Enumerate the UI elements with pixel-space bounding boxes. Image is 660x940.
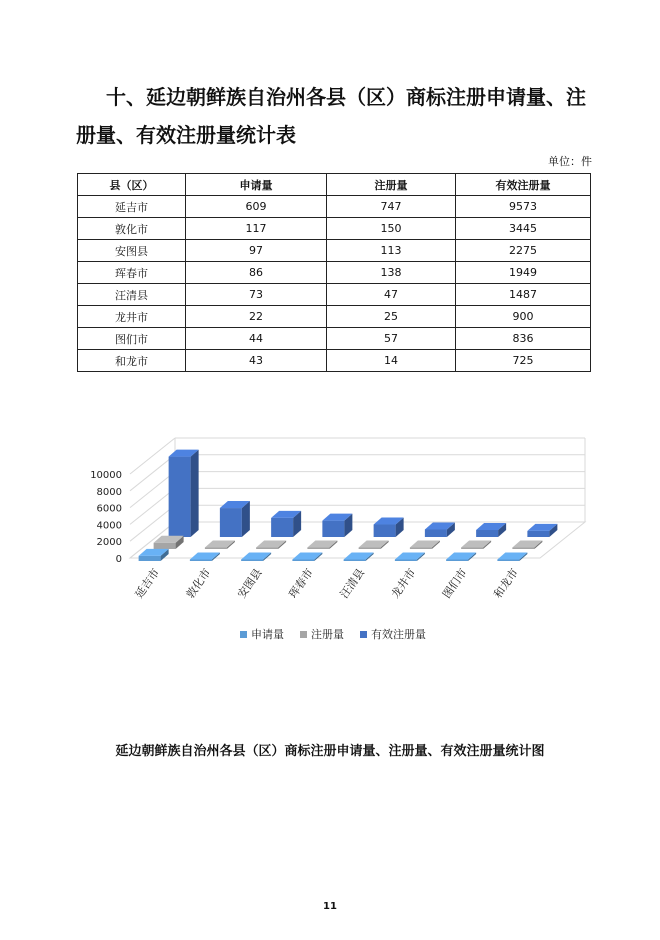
cell-valid-registrations: 2275 bbox=[456, 240, 591, 262]
cell-applications: 609 bbox=[186, 196, 327, 218]
cell-registrations: 138 bbox=[327, 262, 456, 284]
unit-label: 单位：件 bbox=[548, 155, 592, 168]
bar-申请量-珲春市 bbox=[292, 553, 322, 562]
gridline-side bbox=[130, 488, 175, 524]
bar-top bbox=[410, 541, 440, 548]
x-tick-label: 珲春市 bbox=[286, 566, 316, 601]
legend-swatch bbox=[360, 631, 367, 638]
cell-county: 汪清县 bbox=[78, 284, 186, 306]
bar-注册量-汪清县 bbox=[359, 541, 389, 550]
table-row bbox=[78, 196, 591, 218]
page-number: 11 bbox=[323, 901, 337, 912]
cell-county: 图们市 bbox=[78, 328, 186, 350]
table-row bbox=[78, 350, 591, 372]
bar-front bbox=[190, 560, 212, 562]
x-tick-label: 敦化市 bbox=[183, 566, 214, 601]
bar-front bbox=[395, 560, 417, 562]
cell-applications: 44 bbox=[186, 328, 327, 350]
table-row bbox=[78, 328, 591, 350]
bar-front bbox=[497, 560, 519, 562]
bar-front bbox=[344, 560, 366, 562]
title-line-1: 十、延边朝鲜族自治州各县（区）商标注册申请量、注 bbox=[106, 85, 586, 109]
y-tick-label: 6000 bbox=[96, 503, 122, 515]
bar-front bbox=[425, 529, 447, 537]
cell-registrations: 14 bbox=[327, 350, 456, 372]
cell-registrations: 747 bbox=[327, 196, 456, 218]
table-row bbox=[78, 218, 591, 240]
cell-applications: 86 bbox=[186, 262, 327, 284]
cell-applications: 22 bbox=[186, 306, 327, 328]
x-tick-label: 龙井市 bbox=[388, 566, 419, 601]
x-tick-label: 安图县 bbox=[235, 566, 265, 601]
cell-registrations: 25 bbox=[327, 306, 456, 328]
cell-valid-registrations: 1949 bbox=[456, 262, 591, 284]
bar-有效注册量-延吉市 bbox=[169, 450, 199, 537]
cell-county: 延吉市 bbox=[78, 196, 186, 218]
y-tick-label: 8000 bbox=[96, 486, 122, 498]
cell-registrations: 57 bbox=[327, 328, 456, 350]
bar-有效注册量-珲春市 bbox=[322, 514, 352, 537]
cell-valid-registrations: 836 bbox=[456, 328, 591, 350]
cell-registrations: 47 bbox=[327, 284, 456, 306]
y-tick-label: 4000 bbox=[96, 520, 122, 532]
bar-注册量-和龙市 bbox=[512, 541, 542, 550]
bar-front bbox=[205, 548, 227, 550]
x-tick-label: 图们市 bbox=[440, 566, 470, 601]
bar-申请量-和龙市 bbox=[497, 553, 527, 562]
bar-有效注册量-图们市 bbox=[476, 523, 506, 537]
bar-side bbox=[191, 450, 199, 537]
cell-valid-registrations: 9573 bbox=[456, 196, 591, 218]
gridline-side bbox=[130, 455, 175, 491]
cell-valid-registrations: 1487 bbox=[456, 284, 591, 306]
cell-valid-registrations: 725 bbox=[456, 350, 591, 372]
legend-swatch bbox=[300, 631, 307, 638]
cell-applications: 43 bbox=[186, 350, 327, 372]
bar-front bbox=[241, 560, 263, 562]
bar-front bbox=[292, 560, 314, 562]
bar-注册量-龙井市 bbox=[410, 541, 440, 550]
cell-county: 珲春市 bbox=[78, 262, 186, 284]
bar-有效注册量-汪清县 bbox=[374, 518, 404, 537]
bar-申请量-敦化市 bbox=[190, 553, 220, 562]
bar-有效注册量-敦化市 bbox=[220, 501, 250, 537]
bar-front bbox=[446, 560, 468, 562]
cell-valid-registrations: 900 bbox=[456, 306, 591, 328]
bar-front bbox=[169, 457, 191, 537]
bar-申请量-龙井市 bbox=[395, 553, 425, 562]
bar-申请量-图们市 bbox=[446, 553, 476, 562]
cell-registrations: 150 bbox=[327, 218, 456, 240]
statistics-table bbox=[77, 173, 591, 372]
bar-front bbox=[527, 531, 549, 537]
trademark-3d-bar-chart bbox=[80, 420, 600, 660]
bar-申请量-安图县 bbox=[241, 553, 271, 562]
bar-top bbox=[359, 541, 389, 548]
page-title bbox=[76, 78, 596, 154]
legend-label: 注册量 bbox=[311, 628, 344, 641]
bar-注册量-敦化市 bbox=[205, 541, 235, 550]
bar-top bbox=[461, 541, 491, 548]
bar-注册量-图们市 bbox=[461, 541, 491, 550]
cell-county: 敦化市 bbox=[78, 218, 186, 240]
bar-注册量-安图县 bbox=[256, 541, 286, 550]
header-applications: 申请量 bbox=[186, 174, 327, 196]
bar-front bbox=[154, 543, 176, 549]
bar-注册量-延吉市 bbox=[154, 536, 184, 549]
cell-valid-registrations: 3445 bbox=[456, 218, 591, 240]
table-row bbox=[78, 240, 591, 262]
chart-legend bbox=[240, 627, 426, 641]
bar-有效注册量-安图县 bbox=[271, 511, 301, 537]
y-tick-label: 10000 bbox=[90, 470, 122, 481]
bar-申请量-汪清县 bbox=[344, 553, 374, 562]
bar-front bbox=[374, 525, 396, 537]
table-row bbox=[78, 284, 591, 306]
gridline-side bbox=[130, 438, 175, 474]
bar-top bbox=[256, 541, 286, 548]
cell-county: 安图县 bbox=[78, 240, 186, 262]
y-tick-label: 2000 bbox=[96, 537, 122, 549]
bar-front bbox=[476, 530, 498, 537]
header-valid-registrations: 有效注册量 bbox=[456, 174, 591, 196]
x-tick-label: 延吉市 bbox=[132, 566, 163, 601]
cell-county: 和龙市 bbox=[78, 350, 186, 372]
y-tick-label: 0 bbox=[115, 554, 122, 565]
cell-county: 龙井市 bbox=[78, 306, 186, 328]
chart-caption: 延边朝鲜族自治州各县（区）商标注册申请量、注册量、有效注册量统计图 bbox=[115, 744, 545, 759]
bar-front bbox=[359, 548, 381, 550]
legend-swatch bbox=[240, 631, 247, 638]
chart-container bbox=[80, 420, 600, 660]
cell-registrations: 113 bbox=[327, 240, 456, 262]
bar-top bbox=[512, 541, 542, 548]
bar-front bbox=[410, 548, 432, 550]
x-axis-labels bbox=[132, 566, 521, 601]
table-header-row bbox=[78, 174, 591, 196]
legend-label: 有效注册量 bbox=[371, 628, 426, 641]
bar-front bbox=[322, 521, 344, 537]
legend-label: 申请量 bbox=[251, 628, 284, 641]
title-line-2: 册量、有效注册量统计表 bbox=[76, 123, 296, 147]
bar-有效注册量-和龙市 bbox=[527, 524, 557, 537]
bar-front bbox=[307, 548, 329, 550]
header-registrations: 注册量 bbox=[327, 174, 456, 196]
table-row bbox=[78, 262, 591, 284]
bar-front bbox=[256, 548, 278, 550]
x-tick-label: 汪清县 bbox=[337, 566, 368, 601]
bar-top bbox=[307, 541, 337, 548]
bar-front bbox=[271, 518, 293, 537]
bar-注册量-珲春市 bbox=[307, 541, 337, 550]
bar-front bbox=[139, 556, 161, 561]
bar-front bbox=[512, 548, 534, 550]
header-county: 县（区） bbox=[78, 174, 186, 196]
cell-applications: 73 bbox=[186, 284, 327, 306]
bar-front bbox=[220, 508, 242, 537]
x-tick-label: 和龙市 bbox=[491, 566, 521, 601]
bar-front bbox=[461, 548, 483, 550]
table-row bbox=[78, 306, 591, 328]
bar-申请量-延吉市 bbox=[139, 549, 169, 561]
cell-applications: 97 bbox=[186, 240, 327, 262]
gridline-side bbox=[130, 472, 175, 508]
cell-applications: 117 bbox=[186, 218, 327, 240]
bar-有效注册量-龙井市 bbox=[425, 522, 455, 537]
bar-top bbox=[205, 541, 235, 548]
